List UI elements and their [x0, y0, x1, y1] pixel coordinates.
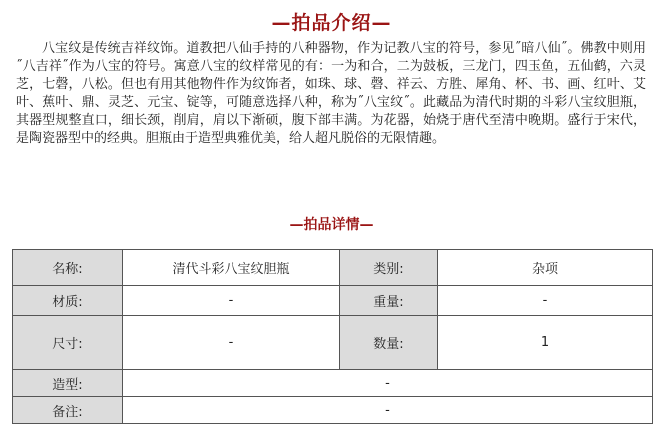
detail-table: [12, 249, 653, 424]
category-value: 杂项: [438, 250, 653, 286]
detail-title: —拍品详情—: [289, 217, 374, 233]
material-label: 材质:: [13, 286, 123, 316]
table-row: [13, 397, 653, 424]
shape-label: 造型:: [13, 370, 123, 397]
size-value: -: [123, 316, 340, 370]
weight-value: -: [438, 286, 653, 316]
intro-title: —拍品介绍—: [271, 12, 392, 34]
intro-text: 八宝纹是传统吉祥纹饰。道教把八仙手持的八种器物，作为记教八宝的符号，参见˝暗八仙˝。佛教中则用˝八吉祥˝作为八宝的符号。寓意八宝的纹样常见的有：一为和合，二为鼓板，三龙门，四玉鱼，五仙鹤，六灵芝，七磬，八松。但也有用其他物件作为纹饰者，如珠、球、磬、祥云、方胜、犀角、杯、书、画、红叶、艾叶、蕉叶、鼎、灵芝、元宝、锭等，可随意选择八种，称为˝八宝纹˝。此藏品为清代时期的斗彩八宝纹胆瓶，其器型规整直口，细长颈，削肩，肩以下渐硕，腹下部丰满。为花器，始烧于唐代至清中晚期。盛行于宋代，是陶瓷器型中的经典。胆瓶由于造型典雅优美，给人超凡脱俗的无限情趣。: [16, 41, 646, 146]
note-label: 备注:: [13, 397, 123, 424]
table-row: [13, 370, 653, 397]
size-label: 尺寸:: [13, 316, 123, 370]
table-row: [13, 250, 653, 286]
quantity-label: 数量:: [340, 316, 438, 370]
shape-value: -: [123, 370, 653, 397]
table-row: [13, 286, 653, 316]
weight-label: 重量:: [340, 286, 438, 316]
category-label: 类别:: [340, 250, 438, 286]
note-value: -: [123, 397, 653, 424]
quantity-value: 1: [438, 316, 653, 370]
name-value: 清代斗彩八宝纹胆瓶: [123, 250, 340, 286]
material-value: -: [123, 286, 340, 316]
name-label: 名称:: [13, 250, 123, 286]
table-row: [13, 316, 653, 370]
